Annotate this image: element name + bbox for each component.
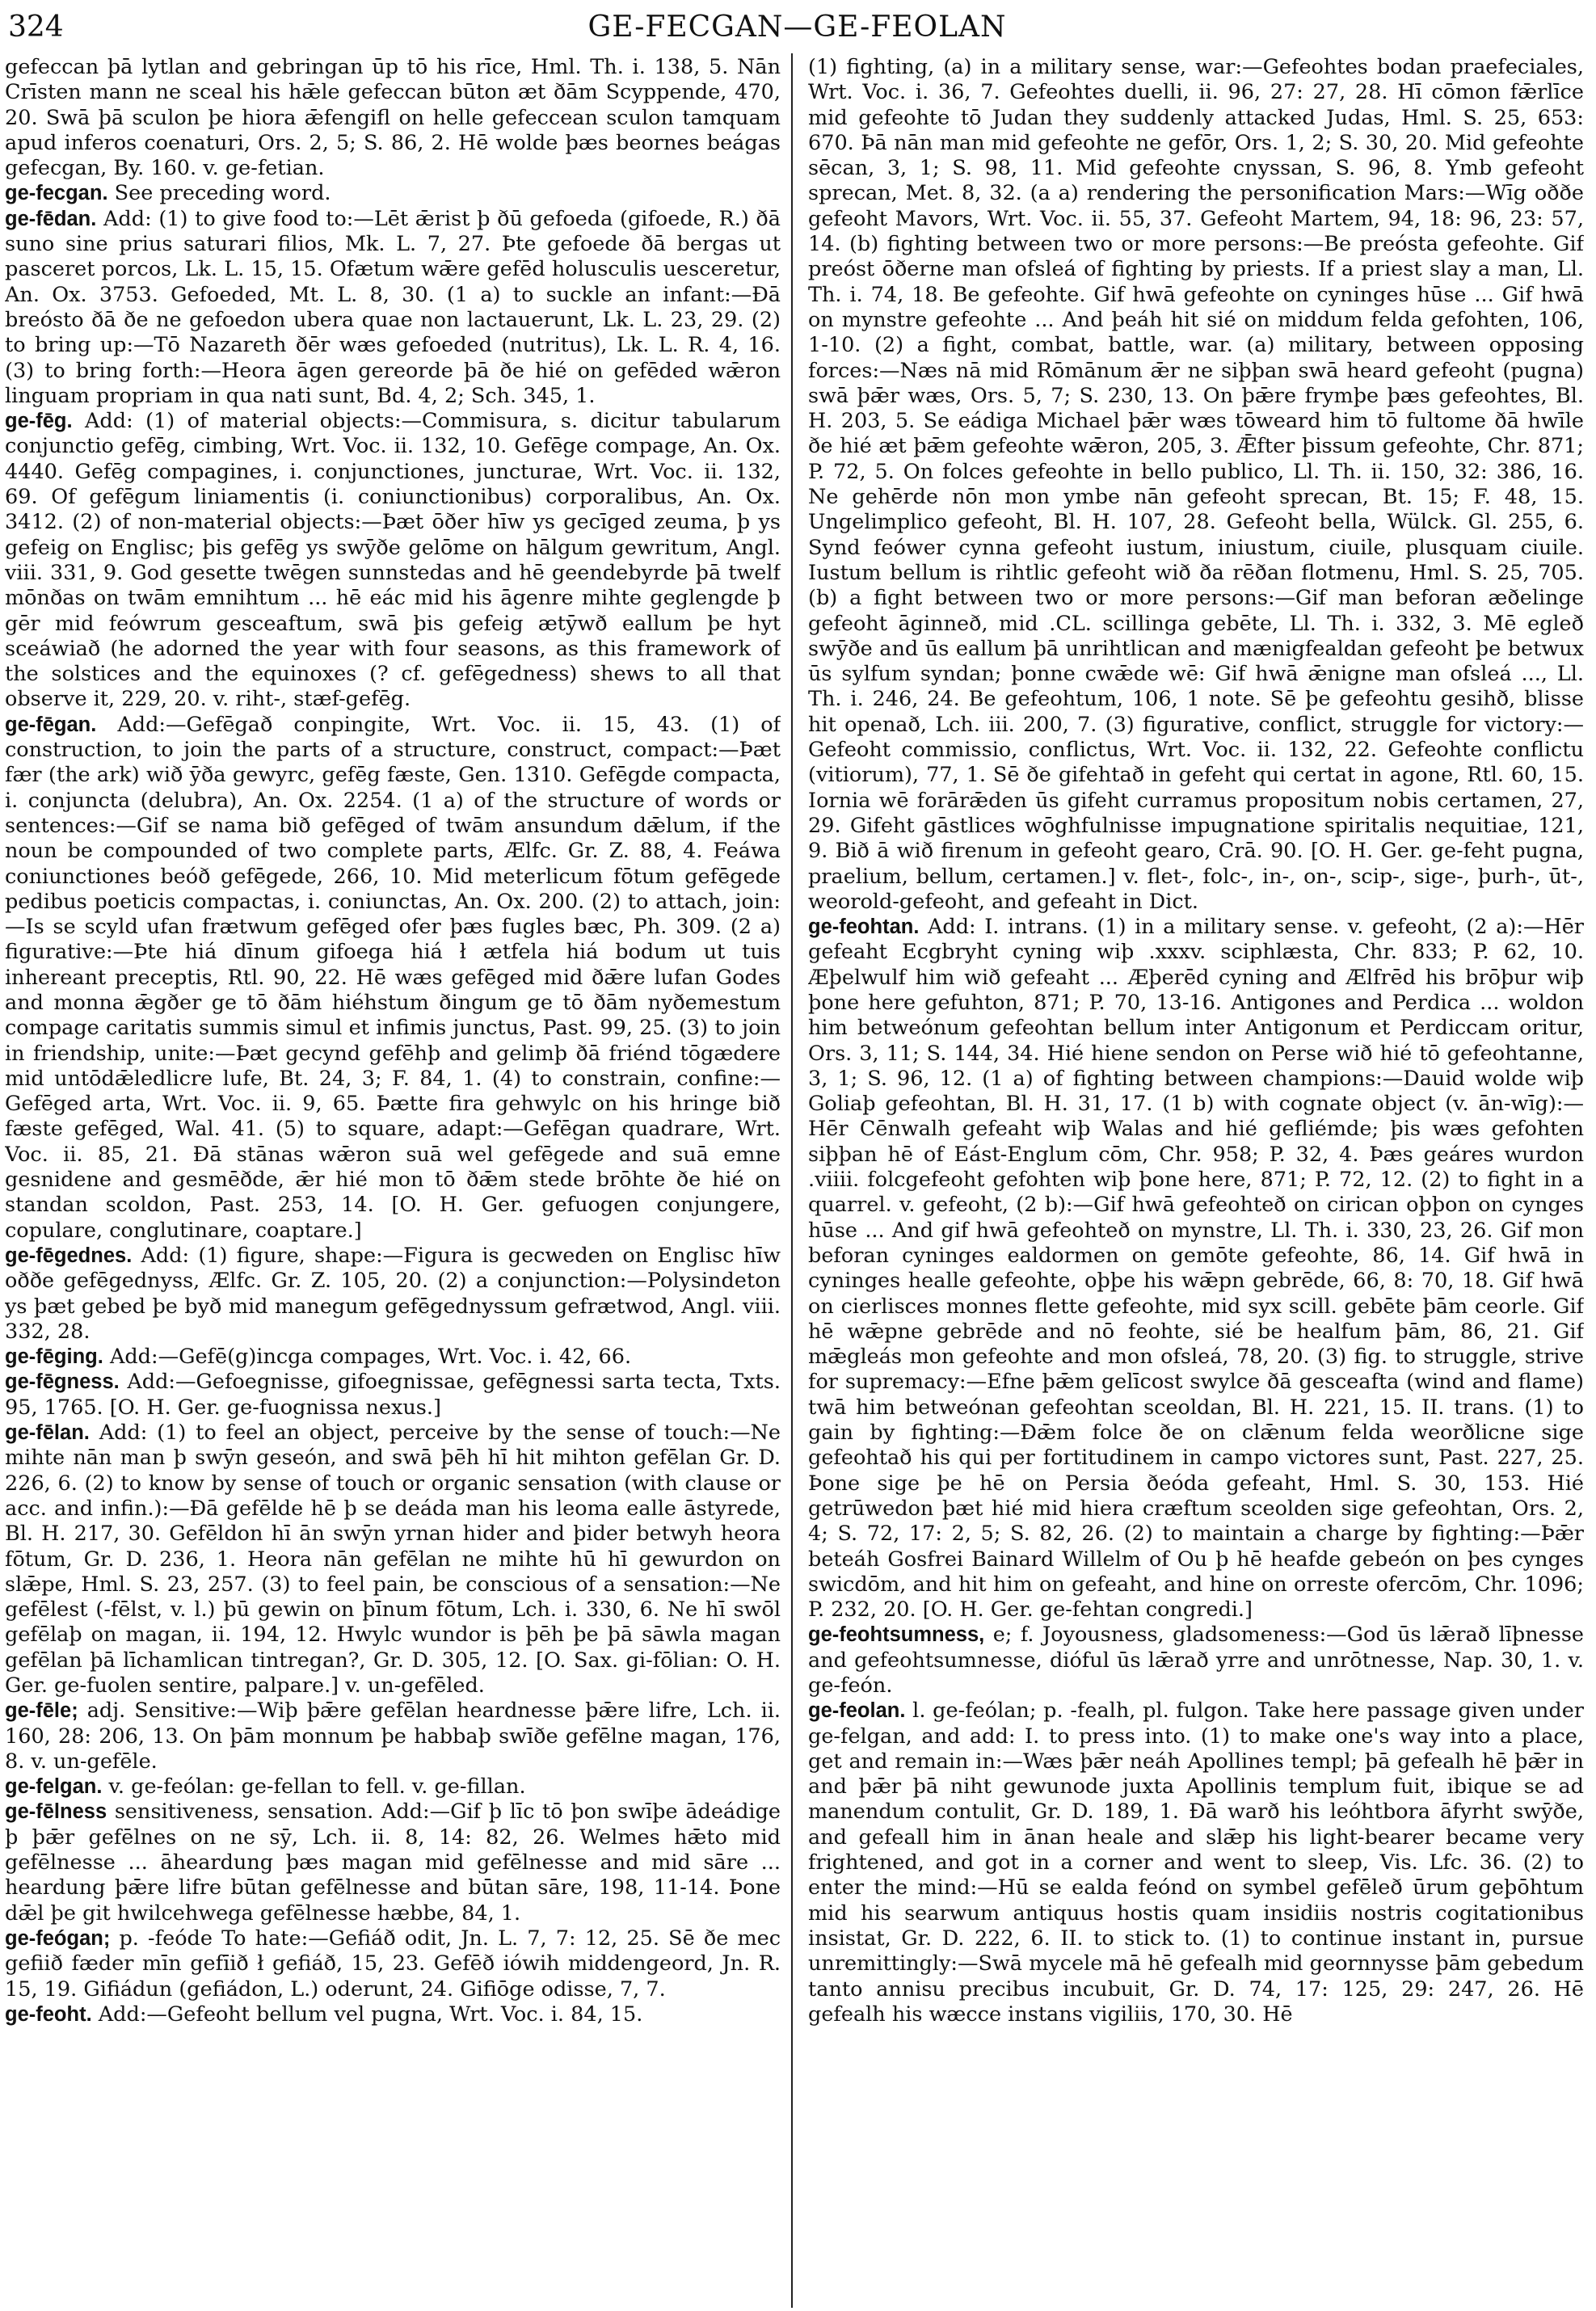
dictionary-entry [808, 55, 1584, 915]
entry-text: Add: I. intrans. (1) in a military sense. v. gefeoht, (2 a):—Hēr gefeaht Ecgbryht cyning wiþ .xxxv. sciphlæsta, Chr. 833; P. 62, 10. Æþelwulf him wið gefeaht ... Æþerēd cyning and Ælfrēd his brōþur wiþ þone here gefuhton, 871; P. 70, 13-16. Antigones and Perdica ... woldon him betweónum gefeohtan bellum inter Antigonum et Perdiccam oritur, Ors. 3, 11; S. 144, 34. Hié hiene sendon on Perse wið hié tō gefeohtanne, 3, 1; S. 96, 12. (1 a) of fighting between champions:—Dauid wolde wiþ Goliaþ gefeohtan, Bl. H. 31, 17. (1 b) with cognate object (v. ān-wīg):—Hēr Cēnwalh gefeaht wiþ Walas and hié gefliémde; þis wæs gefohten siþþan hē of Eást-Englum cōm, Chr. 958; P. 32, 4. Þæs geáres wurdon .viiii. folcgefeoht gefohten wiþ þone here, 871; P. 72, 12. (2) to fight in a quarrel. v. gefeoht, (2 b):—Gif hwā gefeohteð on cirican oþþon on cynges hūse ... And gif hwā gefeohteð on mynstre, Ll. Th. i. 330, 23, 26. Gif mon beforan cyninges ealdormen on gemōte gefeohte, 86, 14. Gif hwā in cyninges healle gefeohte, oþþe his wǣpn gebrēde, 66, 8: 70, 18. Gif hwā on cierlisces monnes flette gefeohte, mid syx scill. gebēte þām ceorle. Gif hē wǣpne gebrēde and nō feohte, sié be healfum þām, 86, 21. Gif mǣgleás mon gefeohte and mon ofsleá, 78, 20. (3) fig. to struggle, strive for supremacy:—Efne þǣm gelīcost swylce ðā gesceafta (wind and flame) twā him betweónan gefeohtan sceoldan, Bl. H. 221, 15. II. trans. (1) to gain by fighting:—Ðǣm folce ðe on clǣnum felda weorðlicne sige gefeohtað his qui per fortitudinem in campo victores sunt, Past. 227, 25. Þone sige þe hē on Persia ðeóda gefeaht, Hml. S. 30, 153. Hié getrūwedon þæt hié mid hiera cræftum sceolden sige gefeohtan, Ors. 2, 4; S. 72, 17: 2, 5; S. 82, 26. (2) to maintain a charge by fighting:—Þǣr beteáh Gosfrei Bainard Willelm of Ou þ hē heafde gebeón on þes cynges swicdōm, and hit him on gefeaht, and hine on orreste ofercōm, Chr. 1096; P. 232, 20. [O. H. Ger. ge-fehtan congredi.] [808, 915, 1584, 1623]
running-head: GE-FECGAN—GE-FEOLAN [587, 11, 1007, 44]
entry-headword: ge-fēg. [5, 410, 73, 433]
dictionary-entry [5, 2002, 781, 2027]
entry-text: Add: (1) of material objects:—Commisura, s. dicitur tabularum conjunctio gefēg, cimbing, Wrt. Voc. ii. 132, 10. Gefēge compage, An. Ox. 4440. Gefēg compagines, i. conjunctiones, juncturae, Wrt. Voc. ii. 132, 69. Of gefēgum liniamentis (i. coniunctionibus) corporalibus, An. Ox. 3412. (2) of non-material objects:—Þæt ōðer hīw ys gecīged zeuma, þ ys gefeig on Englisc; þis gefēg ys swȳðe gelōme on hālgum gewritum, Angl. viii. 331, 9. God gesette twēgen sunnstedas and hē geendebyrde þā twelf mōnðas on twām emnihtum ... hē eác mid his āgenre mihte geglengde þ gēr mid feówrum gesceaftum, swā þis gefeig ætȳwð eallum þe hyt sceáwiað (he adorned the year with four seasons, as this framework of the solstices and the equinoxes (? cf. gefēgedness) shews to all that observe it, 229, 20. v. riht-, stæf-gefēg. [5, 409, 781, 712]
dictionary-entry [5, 713, 781, 1244]
entry-text: Add: (1) figure, shape:—Figura is gecweden on Englisc hīw oððe gefēgednyss, Ælfc. Gr. Z. 105, 20. (2) a conjunction:—Polysindeton ys þæt gebed þe byð mid manegum gefēgednyssum gefrætwod, Angl. viii. 332, 28. [5, 1243, 781, 1344]
dictionary-entry [808, 915, 1584, 1623]
dictionary-entry [5, 1774, 781, 1800]
entry-headword: ge-fēdan. [5, 207, 97, 230]
entry-headword: ge-fēle; [5, 1699, 78, 1723]
entry-headword: ge-feoht. [5, 2002, 92, 2026]
dictionary-entry [5, 1345, 781, 1370]
column-divider [791, 53, 793, 2308]
entry-text: p. -feóde To hate:—Gefiáð odit, Jn. L. 7, 7: 12, 25. Sē ðe mec gefiið fæder mīn gefīið ł gefiáð, 15, 23. Gefēð iówih middengeord, Jn. R. 15, 19. Gifiádun (gefiádon, L.) oderunt, 24. Gifiōge odisse, 7, 7. [5, 1926, 781, 2002]
entry-text: l. ge-feólan; p. -fealh, pl. fulgon. Take here passage given under ge-felgan, and add: I. to press into. (1) to make one's way into a place, get and remain in:—Wæs þǣr neáh Apollines templ; þā gefealh hē þǣr in and þǣr þā niht gewunode juxta Apollinis templum fuit, ibique se ad manendum contulit, Gr. D. 189, 1. Ðā warð his leóhtbora āfyrht swȳðe, and gefeall him in ānan heale and slǣp his light-bearer became very frightened, and got in a corner and went to sleep, Vis. Lfc. 36. (2) to enter the mind:—Hū se ealda feónd on symbel gefēleð ūrum geþōhtum mid his searwum antiquus hostis quam insidiis nostris cogitationibus insistat, Gr. D. 222, 6. II. to stick to. (1) to continue instant in, pursue unremittingly:—Swā mycele mā hē gefealh mid geornnysse þām gebedum tanto annisu precibus incubuit, Gr. D. 74, 17: 125, 29: 247, 26. Hē gefealh his wæcce instans vigiliis, 170, 30. Hē [808, 1699, 1584, 2027]
dictionary-entry [5, 1421, 781, 1699]
dictionary-entry [5, 181, 781, 206]
entry-headword: ge-feolan. [808, 1699, 906, 1723]
left-column [5, 55, 781, 2309]
entry-text: Add:—Gefoegnisse, gifoegnissae, gefēgnessi sarta tecta, Txts. 95, 1765. [O. H. Ger. ge-fuognissa nexus.] [5, 1370, 781, 1420]
dictionary-entry [5, 409, 781, 713]
dictionary-entry [5, 1800, 781, 1926]
entry-text: Add:—Gefeoht bellum vel pugna, Wrt. Voc. i. 84, 15. [98, 2002, 643, 2027]
entry-text: v. ge-feólan: ge-fellan to fell. v. ge-fillan. [108, 1774, 526, 1800]
entry-text: Add: (1) to give food to:—Lēt ǣrist þ ðū gefoeda (gifoede, R.) ðā suno sine prius saturari filios, Mk. L. 7, 27. Þte gefoede ðā bergas ut pasceret porcos, Lk. L. 15, 15. Ofætum wǣre gefēd holusculis uesceretur, An. Ox. 3753. Gefoeded, Mt. L. 8, 30. (1 a) to suckle an infant:—Ðā breósto ðā ðe ne gefoedon ubera quae non lactauerunt, Lk. L. 23, 29. (2) to bring up:—Tō Nazareth ðēr wæs gefoeded (nutritus), Lk. L. R. 4, 16. (3) to bring forth:—Heora āgen gereorde þā ðe hié on gefēded wǣron linguam propriam in qua nati sunt, Bd. 4, 2; Sch. 345, 1. [5, 206, 781, 408]
entry-headword: ge-feógan; [5, 1926, 111, 1950]
entry-headword: ge-fēgan. [5, 713, 97, 736]
dictionary-entry [5, 1370, 781, 1421]
entry-headword: ge-felgan. [5, 1775, 103, 1799]
dictionary-entry [5, 207, 781, 409]
entry-text: e; f. Joyousness, gladsomeness:—God ūs lǣrað līþnesse and gefeohtsumnesse, dióful ūs lǣrað yrre and unrōtnesse, Nap. 30, 1. v. ge-feón. [808, 1623, 1584, 1698]
entry-text: adj. Sensitive:—Wiþ þǣre gefēlan heardnesse þǣre lifre, Lch. ii. 160, 28: 206, 13. On þām monnum þe habbaþ swīðe gefēlne magan, 176, 8. v. un-gefēle. [5, 1699, 781, 1774]
entry-headword: ge-fēlan. [5, 1421, 90, 1445]
dictionary-entry [5, 1244, 781, 1345]
page-header [8, 6, 1586, 48]
entry-text: sensitiveness, sensation. Add:—Gif þ līc tō þon swīþe ādeádige þ þǣr gefēlnes on ne sȳ, Lch. ii. 8, 14: 82, 26. Welmes hǣto mid gefēlnesse ... āheardung þæs magan mid gefēlnesse and mid sāre ... heardung þǣre lifre būtan gefēlnesse and būtan sāre, 198, 11-14. Þone dǣl þe git hwilcehwega gefēlnesse hæbbe, 84, 1. [5, 1800, 781, 1926]
entry-text: gefeccan þā lytlan and gebringan ūp tō his rīce, Hml. Th. i. 138, 5. Nān Crīsten mann ne sceal his hǣle gefeccan būton æt ðām Scyppende, 470, 20. Swā þā sculon þe hiora ǣfengifl on helle gefeccean sculon tamquam apud inferos coenaturi, Ors. 2, 5; S. 86, 2. Hē wolde þæs beornes beágas gefecgan, By. 160. v. ge-fetian. [5, 55, 781, 181]
dictionary-entry [5, 55, 781, 181]
entry-text: (1) fighting, (a) in a military sense, war:—Gefeohtes bodan praefeciales, Wrt. Voc. i. 36, 7. Gefeohtes duelli, ii. 96, 27: 27, 28. Hī cōmon fǣrlīce mid gefeohte tō Judan they suddenly attacked Judas, Hml. S. 25, 653: 670. Þā nān man mid gefeohte ne gefōr, Ors. 1, 2; S. 30, 20. Mid gefeohte sēcan, 3, 1; S. 98, 11. Mid gefeohte cnyssan, S. 96, 8. Ymb gefeoht sprecan, Met. 8, 32. (a a) rendering the personification Mars:—Wīg oððe gefeoht Mavors, Wrt. Voc. ii. 55, 37. Gefeoht Martem, 94, 18: 96, 23: 57, 14. (b) fighting between two or more persons:—Be preósta gefeohte. Gif preóst ōðerne man ofsleá of fighting by priests. If a priest slay a man, Ll. Th. i. 74, 18. Be gefeohte. Gif hwā gefeohte on cyninges hūse ... Gif hwā on mynstre gefeohte ... And þeáh hit sié on middum felda gefohten, 106, 1-10. (2) a fight, combat, battle, war. (a) military, between opposing forces:—Næs nā mid Rōmānum ǣr ne siþþan swā heard gefeoht (pugna) swā þǣr wæs, Ors. 5, 7; S. 230, 13. On þǣre frymþe þæs gefeohtes, Bl. H. 203, 5. Se eádiga Michael þǣr wæs tōweard him tō fultome ðā hwīle ðe hié æt þǣm gefeohte wǣron, 205, 3. Ǣfter þissum gefeohte, Chr. 871; P. 72, 5. On folces gefeohte in bello publico, Ll. Th. ii. 150, 32: 386, 16. Ne gehērde nōn mon ymbe nān gefeoht sprecan, Bt. 15; F. 48, 15. Ungelimplico gefeoht, Bl. H. 107, 28. Gefeoht bella, Wülck. Gl. 255, 6. Synd feówer cynna gefeoht iustum, iniustum, ciuile, plusquam ciuile. Iustum bellum is rihtlic gefeoht wið ða rēðan flotmenu, Hml. S. 25, 705. (b) a fight between two or more persons:—Gif man beforan æðelinge gefeoht āginneð, mid .CL. scillinga gebēte, Ll. Th. i. 332, 3. Mē egleð swȳðe and ūs eallum þā unrihtlican and mænigfealdan gefeoht þe betwux ūs sylfum syndan; þonne cwǣde wē: Gif hwā ǣnigne man ofsleá ..., Ll. Th. i. 246, 24. Be gefeohtum, 106, 1 note. Sē þe gefeohtu gesihð, blisse hit openað, Lch. iii. 200, 7. (3) figurative, conflict, struggle for victory:—Gefeoht commissio, conflictus, Wrt. Voc. ii. 132, 22. Gefeohte conflictu (vitiorum), 77, 1. Sē ðe gifehtað in gefeht qui certat in agone, Rtl. 60, 15. Iornia wē forārǣden ūs gifeht curramus propositum nobis certamen, 27, 29. Gifeht gāstlices wōghfulnisse impugnatione spiritalis nequitiae, 121, 9. Bið ā wið firenum in gefeoht gearo, Crā. 90. [O. H. Ger. ge-feht pugna, praelium, bellum, certamen.] v. flet-, folc-, in-, on-, scip-, sige-, þurh-, ūt-, weorold-gefeoht, and gefeaht in Dict. [808, 55, 1584, 914]
entry-text: Add:—Gefē(g)incga compages, Wrt. Voc. i. 42, 66. [109, 1345, 632, 1370]
dictionary-entry [808, 1699, 1584, 2027]
entry-headword: ge-feohtsumness, [808, 1623, 985, 1647]
entry-headword: ge-fecgan. [5, 182, 108, 205]
entry-headword: ge-feohtan. [808, 916, 920, 939]
entry-text: Add:—Gefēgað conpingite, Wrt. Voc. ii. 15, 43. (1) of construction, to join the parts of a structure, construct, compact:—Þæt fær (the ark) wið ȳða gewyrc, gefēg fæste, Gen. 1310. Gefēgde compacta, i. conjuncta (delubra), An. Ox. 2254. (1 a) of the structure of words or sentences:—Gif se nama bið gefēged of twām ansundum dǣlum, if the noun be compounded of two complete parts, Ælfc. Gr. Z. 88, 4. Feáwa coniunctiones beóð gefēgede, 266, 10. Mid meterlicum fōtum gefēgede pedibus poeticis compactas, i. coniunctas, An. Ox. 200. (2) to attach, join:—Is se scyld ufan frætwum gefēged ofer þæs fugles bæc, Ph. 309. (2 a) figurative:—Þte hiá dīnum gifoega hiá ł ætfela hiá bodum ut tuis inhereant preceptis, Rtl. 90, 22. Hē wæs gefēged mid ðǣre lufan Godes and monna ǣgðer ge tō ðām hiéhstum ðingum ge tō ðām nyðemestum compage caritatis summis simul et infimis junctus, Past. 99, 25. (3) to join in friendship, unite:—Þæt gecynd gefēhþ and gelimþ ðā friénd tōgædere mid untōdǣledlicre lufe, Bt. 24, 3; F. 84, 1. (4) to constrain, confine:—Gefēged arta, Wrt. Voc. ii. 9, 65. Þætte fira gehwylc on his hringe bið fæste gefēged, Wal. 41. (5) to square, adapt:—Gefēgan quadrare, Wrt. Voc. ii. 85, 21. Ðā stānas wǣron suā wel gefēgede and suā emne gesnidene and gesmēðde, ǣr hié mon tō ðǣm stede brōhte ðe hié on standan scoldon, Past. 253, 14. [O. H. Ger. gefuogen conjungere, copulare, conglutinare, coaptare.] [5, 712, 781, 1243]
entry-headword: ge-fēlness [5, 1800, 107, 1824]
dictionary-entry [5, 1699, 781, 1774]
page-number: 324 [8, 11, 64, 44]
entry-headword: ge-fēgednes. [5, 1244, 133, 1267]
dictionary-entry [5, 1926, 781, 2002]
entry-headword: ge-fēgness. [5, 1370, 120, 1394]
dictionary-entry [808, 1623, 1584, 1699]
entry-headword: ge-fēging. [5, 1345, 103, 1369]
entry-text: Add: (1) to feel an object, perceive by the sense of touch:—Ne mihte nān man þ swȳn geseón, and swā þēh hī hit mihton gefēlan Gr. D. 226, 6. (2) to know by sense of touch or organic sensation (with clause or acc. and infin.):—Ðā gefēlde hē þ se deáda man his leoma ealle āstyrede, Bl. H. 217, 30. Gefēldon hī ān swȳn yrnan hider and þider betwyh heora fōtum, Gr. D. 236, 1. Heora nān gefēlan ne mihte hū hī gewurdon on slǣpe, Hml. S. 23, 257. (3) to feel pain, be conscious of a sensation:—Ne gefēlest (-fēlst, v. l.) þū gewin on þīnum fōtum, Lch. i. 330, 6. Ne hī swōl gefēlaþ on magan, ii. 194, 12. Hwylc wundor is þēh þe þā sāwla magan gefēlan þā līchamlican tintregan?, Gr. D. 305, 12. [O. Sax. gi-fōlian: O. H. Ger. ge-fuolen sentire, palpare.] v. un-gefēled. [5, 1421, 781, 1698]
right-column [808, 55, 1584, 2309]
entry-text: See preceding word. [114, 181, 331, 206]
